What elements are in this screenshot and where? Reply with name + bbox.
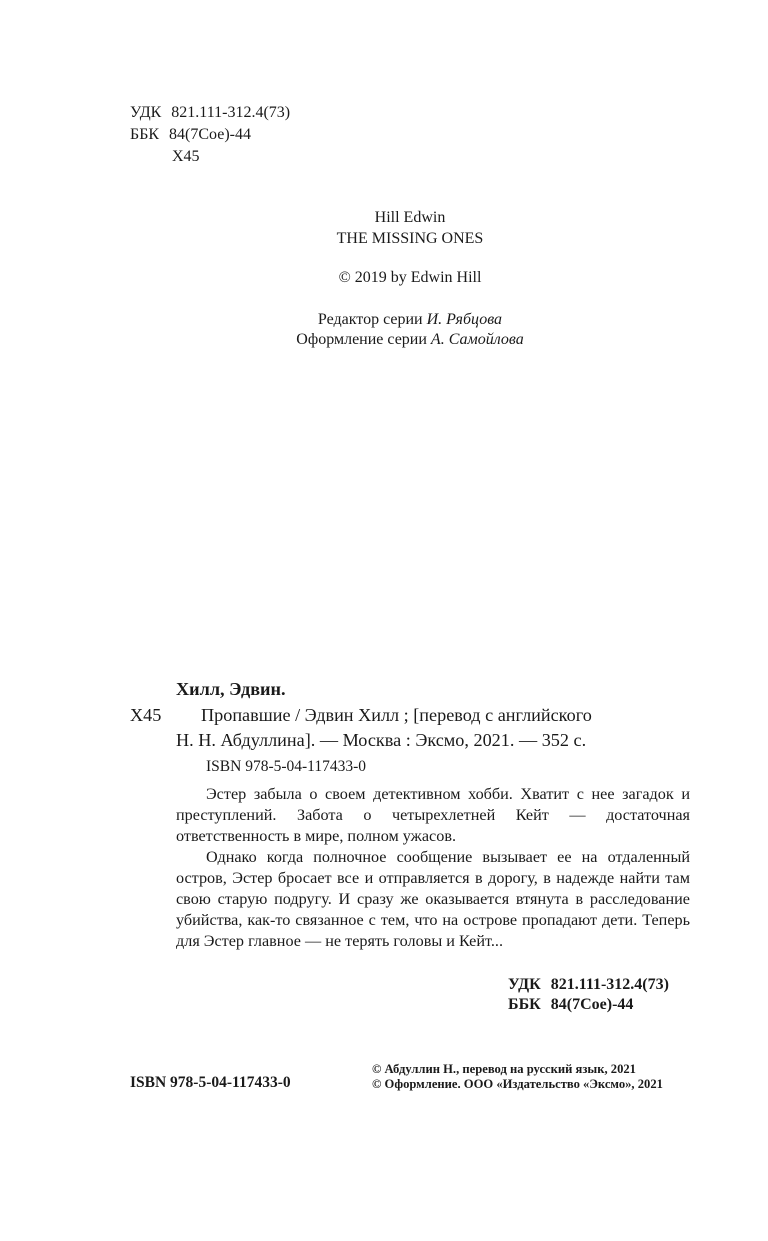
bottom-udk-value: 821.111-312.4(73) xyxy=(550,976,669,993)
bottom-bbk-label: ББК xyxy=(508,996,541,1013)
series-editor-line xyxy=(0,311,768,329)
top-udk-label: УДК xyxy=(130,104,162,121)
catalog-isbn: ISBN 978-5-04-117433-0 xyxy=(206,758,367,775)
original-author: Hill Edwin xyxy=(374,209,446,226)
bottom-udk-row xyxy=(508,976,669,994)
footer-isbn: ISBN 978-5-04-117433-0 xyxy=(130,1074,291,1091)
annotation xyxy=(176,784,690,952)
catalog-line-2: Н. Н. Абдуллина]. — Москва : Эксмо, 2021. — 352 с. xyxy=(176,730,587,750)
top-udk-value: 821.111-312.4(73) xyxy=(171,104,291,121)
original-title: THE MISSING ONES xyxy=(336,230,484,247)
top-udk-row xyxy=(130,104,290,122)
series-design-name: А. Самойлова xyxy=(430,331,524,348)
footer-copyright-translation: © Абдуллин Н., перевод на русский язык, 2021 xyxy=(372,1062,636,1076)
top-author-sign: Х45 xyxy=(172,148,200,165)
original-copyright: © 2019 by Edwin Hill xyxy=(338,269,482,286)
series-editor-label: Редактор серии xyxy=(317,311,423,328)
bottom-bbk-row xyxy=(508,996,633,1014)
catalog-heading: Хилл, Эдвин. xyxy=(176,679,286,699)
top-bbk-value: 84(7Сое)-44 xyxy=(169,126,251,143)
catalog-sign: Х45 xyxy=(130,705,162,725)
annotation-paragraph-2: Однако когда полночное сообщение вызывает ее на отдаленный остров, Эстер бросает все и отправляется в дорогу, в надежде найти там свою старую подругу. И сразу же оказывается втянута в расследование убийства, как-то связанное с тем, что на острове пропадают дети. Теперь для Эстер главное — не терять головы и Кейт... xyxy=(176,848,690,950)
series-design-line xyxy=(0,331,768,349)
series-editor-name: И. Рябцова xyxy=(426,311,503,328)
top-bbk-row xyxy=(130,126,251,144)
catalog-line-1: Пропавшие / Эдвин Хилл ; [перевод с английского xyxy=(201,705,592,725)
footer-copyright-design: © Оформление. ООО «Издательство «Эксмо», 2021 xyxy=(372,1077,663,1091)
top-bbk-label: ББК xyxy=(130,126,160,143)
bottom-bbk-value: 84(7Сое)-44 xyxy=(550,996,634,1013)
bottom-udk-label: УДК xyxy=(508,976,541,993)
series-design-label: Оформление серии xyxy=(296,331,427,348)
annotation-paragraph-1: Эстер забыла о своем детективном хобби. Хватит с нее загадок и преступлений. Забота о четырехлетней Кейт — достаточная ответственность в мире, полном ужасов. xyxy=(176,785,690,845)
